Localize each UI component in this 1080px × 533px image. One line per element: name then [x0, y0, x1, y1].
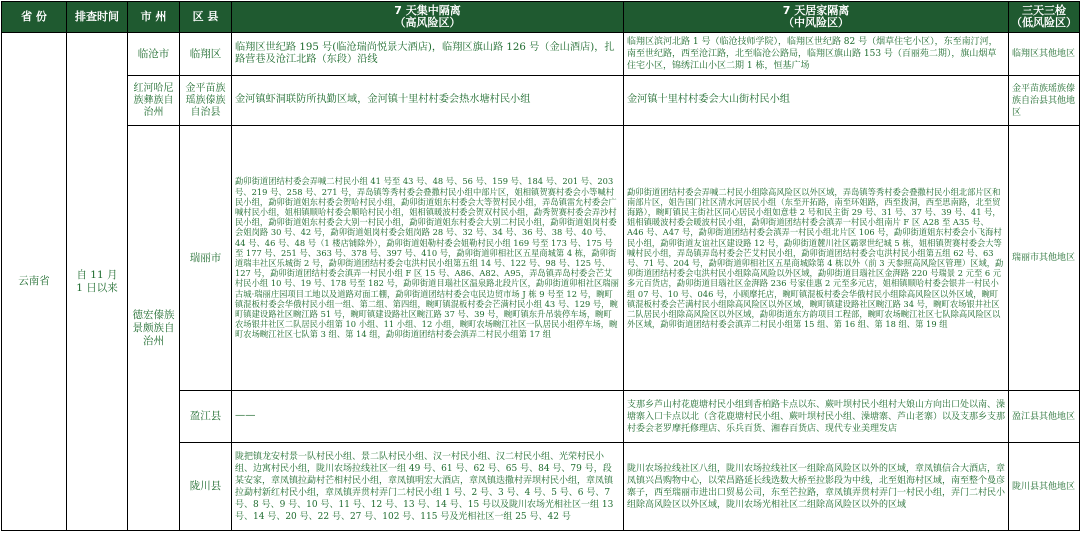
county-cell: 金平苗族瑶族傣族自治县 [180, 76, 232, 126]
header-city: 市 州 [128, 2, 180, 33]
mid-risk-cell: 金河镇十里村村委会大山街村民小组 [624, 76, 1009, 126]
header-province: 省 份 [2, 2, 67, 33]
mid-risk-cell: 支那乡芦山村花鹿塘村民小组到香柏路卡点以东、蕨叶坝村民小组村大娘山方向出口处以南、澡塘寨入口卡点以北（含花鹿塘村民小组、蕨叶坝村民小组、澡塘寨、芦山老寨）以及支那乡支那村委会老罗摩托修理店、乐兵百货、湘春百货店、现代专业美理发店 [624, 391, 1009, 443]
header-mid-risk: 7 天居家隔离 （中风险区） [624, 2, 1009, 33]
low-risk-cell: 临翔区其他地区 [1009, 33, 1080, 76]
city-cell: 临沧市 [128, 33, 180, 76]
header-county: 区 县 [180, 2, 232, 33]
low-risk-cell: 金平苗族瑶族傣族自治县其他地区 [1009, 76, 1080, 126]
province-cell: 云南省 [2, 33, 67, 531]
high-risk-cell: 勐卯街道团结村委会弄喊二村民小组 41 号至 43 号、48 号、56 号、159 号、184 号、201 号、203 号、219 号、258 号、271 号，弄岛镇等秀村委会叠撒村民小组中部片区，姐相镇贺赛村委会小等喊村民小组，勐卯街道姐东村委会贺哈村民小组，勐卯街道姐东村委会大等贺村民小组，弄岛镇雷允村委会广喊村民小组，姐相镇顺哈村委会顺哈村民小组，姐相镇暖波村委会贺双村民小组，勐秀贺赛村委会弄沙村民小组，勐卯街道姐东村委会大别一村民小组，勐卯街道姐东村委会大别二村民小组，勐卯街道姐岗村委会姐岗路 30 号、42 号，勐卯街道姐岗村委会姐岗路 28 号、32 号、34 号、36 号、38 号、40 号、44 号、46 号、48 号（1 楼店铺除外），勐卯街道姐勒村委会姐勒村民小组 169 号至 173 号、175 号至 177 号、251 号、363 号、378 号、397 号、410 号，勐卯街道卯相社区五星商城第 4 栋，勐卯街道瑞丰社区乐城街 2 号，勐卯街道团结村委会屯洪村民小组第五组 14 号、122 号、98 号、125 号、127 号，勐卯街道团结村委会滇弄一村民小组 F 区 15 号、A86、A82、A95，弄岛镇弄岛村委会芒艾村民小组 10 号、19 号、178 号至 182 号，勐卯街道目瑙社区温泉路北段片区，勐卯街道卯相社区瑞丽古城·瑞丽庄园项目工地以及道路对面工棚，勐卯街道团结村委会屯民边贸市场 J 栋 9 号至 12 号，畹町镇混板村委会华俄村民小组一组、第二组、第四组，畹町镇混板村委会芒满村民小组 43 号、129 号，畹町镇建设路社区畹江路 51 号，畹町镇建设路社区畹江路 37 号、39 号，畹町镇东升吊装停车场，畹町农场银井社区二队居民小组第 10 小组、11 小组、12 小组，畹町农场畹江社区一队居民小组停车场，畹町农场畹江社区七队第 3 组、第 14 组，勐卯街道团结村委会滇弄二村民小组第 17 组 [232, 126, 624, 391]
high-risk-cell: —— [232, 391, 624, 443]
table-row [2, 76, 1080, 126]
low-risk-cell: 瑞丽市其他地区 [1009, 126, 1080, 391]
table-row [2, 33, 1080, 76]
header-low-risk: 三天三检 （低风险区） [1009, 2, 1080, 33]
mid-risk-cell: 陇川农场拉线社区八组，陇川农场拉线社区一组除高风险区以外的区域，章凤镇信合大酒店，章凤镇兴昌购物中心，以荣昌路延长线选数大桥至拉影段为中线，北至姐海村区域，南至整个曼彦寨子，西至瑞丽市进出口贸易公司，东至芒拉路，章凤镇弄贯村弄门一村民小组，弄门二村民小组除高风险区以外区域，陇川农场光相社区二组除高风险区以外的区域 [624, 443, 1009, 531]
low-risk-cell: 盈江县其他地区 [1009, 391, 1080, 443]
city-cell: 德宏傣族景颇族自治州 [128, 126, 180, 531]
county-cell: 瑞丽市 [180, 126, 232, 391]
mid-risk-cell: 勐卯街道团结村委会弄喊二村民小组除高风险区以外区域，弄岛镇等秀村委会叠撒村民小组北部片区和南部片区，姐告国门社区清水河居民小组（东至开拓路，南至环姐路，西至拨洞，西至思南路，北至贸海路），畹町镇民主街社区同心居民小组如意巷 2 号和民主街 29 号、31 号、37 号、39 号、41 号，姐相镇暖波村委会暖波村民小组，勐卯街道团结村委会滇弄一村民小组南片 F 区 A28 至 A35 号、A46 号、A47 号，勐卯街道团结村委会滇弄一村民小组北片区 106 号，勐卯街道姐东村委会小飞海村民小组，勐卯街道友谊社区建设路 12 号，勐卯街道麓川社区霸翠世纪城 5 栋，姐相镇贺赛村委会大等喊村民小组，弄岛镇弄岛村委会芒艾村民小组，勐卯街道团结村委会屯洪村民小组第五组 62 号、63 号、71 号、204 号，勐卯街道卯相社区五星商城除第 4 栋以外（前 3 天参照高风险区管理）区域，勐卯街道团结村委会屯洪村民小组除高风险以外区域，勐卯街道目瑙社区金湃路 220 号瑞景 2 元至 6 元多元百货店，勐卯街道目瑙社区金湃路 236 号家佳惠 2 元至多元店，姐相镇顺哈村委会银井一村民小组 07 号、10 号、046 号，小顾摩托店，畹町镇混板村委会华俄村民小组除高风险区以外区域，畹町镇混板村委会芒满村民小组除高风险区以外区域，畹町镇建设路社区畹江路 34 号，畹町农场银井社区二队居民小组除高风险区以外区域，勐卯街道东方韵项目工程部，畹町农场畹江社区七队除高风险区以外区域，勐卯街道团结村委会滇弄二村民小组第 15 组、第 16 组、第 18 组、第 19 组 [624, 126, 1009, 391]
county-cell: 陇川县 [180, 443, 232, 531]
check-time-cell: 自 11 月 1 日以来 [67, 33, 128, 531]
high-risk-cell: 临翔区世纪路 195 号(临沧瑞尚悦景大酒店)，临翔区旗山路 126 号（金山酒店)，扎路营巷及沧江北路（东段）沿线 [232, 33, 624, 76]
risk-area-table [1, 1, 1080, 531]
high-risk-cell: 陇把镇龙安村景一队村民小组、景二队村民小组、汉一村民小组、汉二村民小组、光荣村民小组、边寓村民小组，陇川农场拉线社区一组 49 号、61 号、62 号、65 号、84 号、79 号，段某安家，章凤镇拉勐村芒相村民小组，章凤镇明宏大酒店，章凤镇迭撒村弄坝村民小组，章凤镇拉勐村新红村民小组，章凤镇弄贯村弄门二村民小组 1 号、2 号、3 号、4 号、5 号、6 号、7 号、8 号、9 号、10 号、11 号、12 号、13 号、14 号、15 号以及陇川农场光相社区一组 13 号、14 号、20 号、22 号、27 号、102 号、115 号及光相社区一组 25 号、42 号 [232, 443, 624, 531]
mid-risk-cell: 临翔区滨河北路 1 号（临沧技师学院），临翔区世纪路 82 号（烟草住宅小区），东至南汀河，南至世纪路，西至沧江路，北至临沧公路局，临翔区旗山路 153 号（百丽苑二期），旗山烟草住宅小区，锦绣江山小区二期 1 栋，恒基广场 [624, 33, 1009, 76]
header-high-risk: 7 天集中隔离 （高风险区） [232, 2, 624, 33]
header-row [2, 2, 1080, 33]
county-cell: 临翔区 [180, 33, 232, 76]
risk-area-table-page [0, 1, 1080, 533]
high-risk-cell: 金河镇虾洞联防所执勤区域，金河镇十里村村委会热水塘村民小组 [232, 76, 624, 126]
county-cell: 盈江县 [180, 391, 232, 443]
city-cell: 红河哈尼族彝族自治州 [128, 76, 180, 126]
header-check-time: 排查时间 [67, 2, 128, 33]
low-risk-cell: 陇川县其他地区 [1009, 443, 1080, 531]
table-row [2, 126, 1080, 391]
